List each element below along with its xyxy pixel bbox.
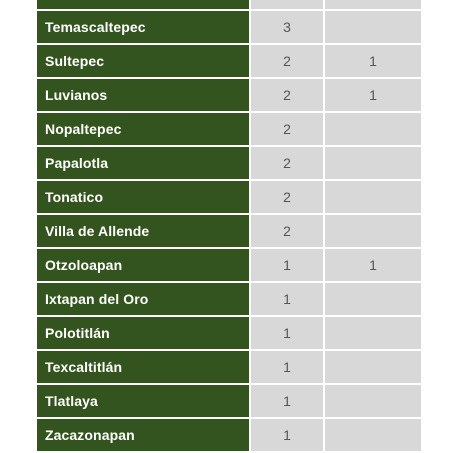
municipality-name: Tonatico — [37, 181, 249, 213]
count-cell: 2 — [251, 45, 323, 77]
municipality-name — [37, 0, 249, 9]
secondary-count-cell — [325, 113, 421, 145]
count-cell: 2 — [251, 181, 323, 213]
municipality-name: Texcaltitlán — [37, 351, 249, 383]
table-row — [37, 181, 426, 213]
table-row — [37, 215, 426, 247]
municipality-name: Luvianos — [37, 79, 249, 111]
secondary-count-cell — [325, 283, 421, 315]
secondary-count-cell — [325, 11, 421, 43]
secondary-count-cell — [325, 317, 421, 349]
secondary-count-cell — [325, 385, 421, 417]
municipality-name: Temascaltepec — [37, 11, 249, 43]
municipality-name: Tlatlaya — [37, 385, 249, 417]
municipality-name: Papalotla — [37, 147, 249, 179]
table-row — [37, 0, 426, 9]
secondary-count-cell: 1 — [325, 45, 421, 77]
table-row — [37, 249, 426, 281]
table-row — [37, 113, 426, 145]
secondary-count-cell — [325, 147, 421, 179]
table-row — [37, 11, 426, 43]
count-cell: 1 — [251, 351, 323, 383]
count-cell: 3 — [251, 11, 323, 43]
count-cell: 1 — [251, 419, 323, 451]
table-row — [37, 147, 426, 179]
municipality-name: Zacazonapan — [37, 419, 249, 451]
count-cell: 1 — [251, 385, 323, 417]
count-cell: 1 — [251, 317, 323, 349]
count-cell: 1 — [251, 283, 323, 315]
municipality-table — [37, 0, 426, 453]
secondary-count-cell — [325, 181, 421, 213]
count-cell: 2 — [251, 113, 323, 145]
municipality-name: Villa de Allende — [37, 215, 249, 247]
count-cell: 2 — [251, 79, 323, 111]
table-row — [37, 283, 426, 315]
secondary-count-cell — [325, 419, 421, 451]
secondary-count-cell — [325, 0, 421, 9]
count-cell: 2 — [251, 215, 323, 247]
table-row — [37, 45, 426, 77]
count-cell: 1 — [251, 249, 323, 281]
secondary-count-cell — [325, 351, 421, 383]
count-cell: 2 — [251, 147, 323, 179]
secondary-count-cell: 1 — [325, 79, 421, 111]
municipality-name: Otzoloapan — [37, 249, 249, 281]
municipality-name: Ixtapan del Oro — [37, 283, 249, 315]
municipality-name: Polotitlán — [37, 317, 249, 349]
table-row — [37, 79, 426, 111]
secondary-count-cell: 1 — [325, 249, 421, 281]
table-row — [37, 351, 426, 383]
secondary-count-cell — [325, 215, 421, 247]
municipality-name: Nopaltepec — [37, 113, 249, 145]
table-row — [37, 419, 426, 451]
table-row — [37, 385, 426, 417]
municipality-name: Sultepec — [37, 45, 249, 77]
table-row — [37, 317, 426, 349]
count-cell — [251, 0, 323, 9]
